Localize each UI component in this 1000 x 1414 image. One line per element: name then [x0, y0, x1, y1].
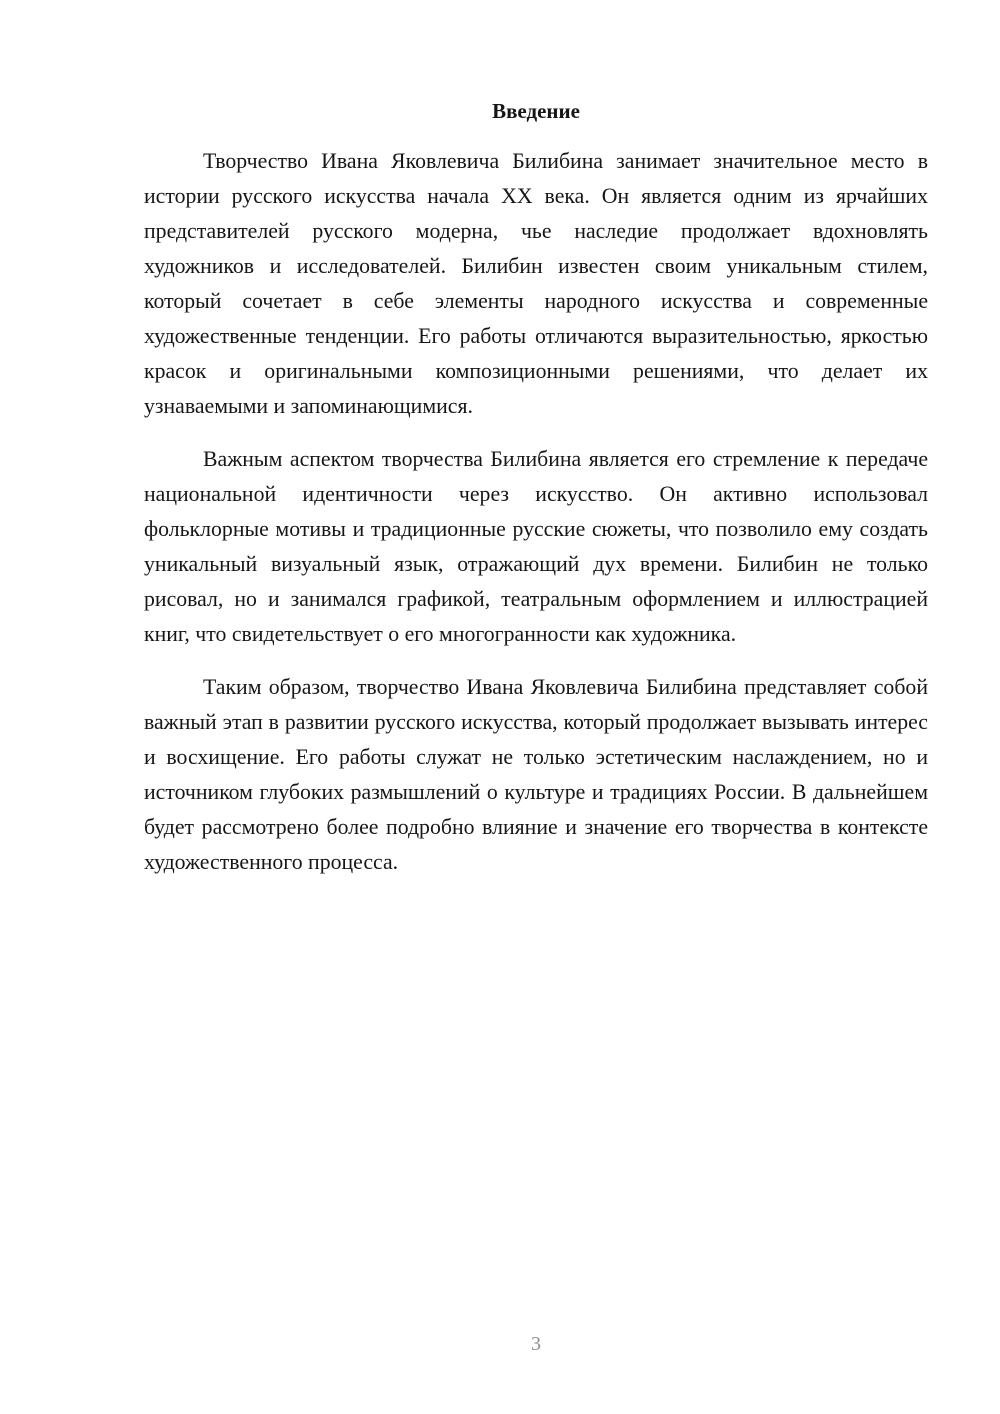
section-title: Введение [492, 99, 580, 123]
paragraph-2: Важным аспектом творчества Билибина является его стремление к передаче национальной идентичности через искусство. Он активно использовал фольклорные мотивы и традиционные русские сюжеты, что позволило ему создать уникальный визуальный язык, отражающий дух времени. Билибин не только рисовал, но и занимался графикой, театральным оформлением и иллюстрацией книг, что свидетельствует о его многогранности как художника. [144, 447, 928, 646]
page-content [144, 96, 928, 880]
paragraph-1: Творчество Ивана Яковлевича Билибина занимает значительное место в истории русского искусства начала XX века. Он является одним из ярчайших представителей русского модерна, чье наследие продолжает вдохновлять художников и исследователей. Билибин известен своим уникальным стилем, который сочетает в себе элементы народного искусства и современные художественные тенденции. Его работы отличаются выразительностью, яркостью красок и оригинальными композиционными решениями, что делает их узнаваемыми и запоминающимися. [144, 149, 928, 418]
page-number: 3 [531, 1333, 541, 1355]
paragraph-3: Таким образом, творчество Ивана Яковлевича Билибина представляет собой важный этап в развитии русского искусства, который продолжает вызывать интерес и восхищение. Его работы служат не только эстетическим наслаждением, но и источником глубоких размышлений о культуре и традициях России. В дальнейшем будет рассмотрено более подробно влияние и значение его творчества в контексте художественного процесса. [144, 675, 928, 874]
